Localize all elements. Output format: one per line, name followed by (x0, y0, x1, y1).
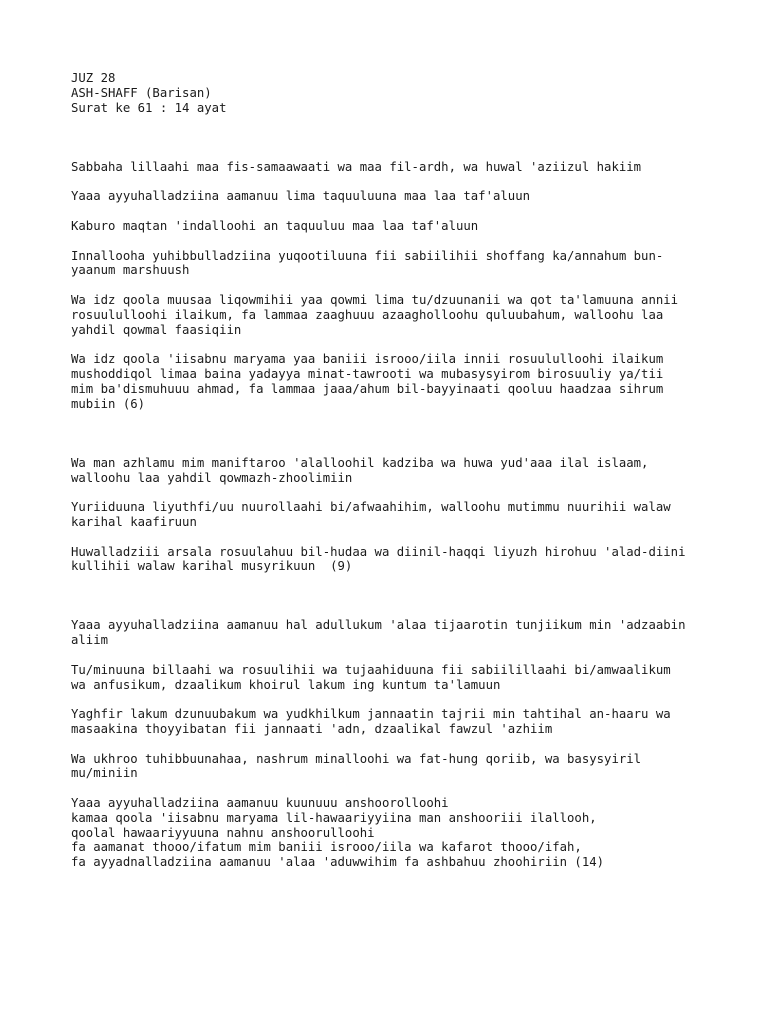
verse-paragraph (71, 500, 711, 530)
verse-line: wa anfusikum, dzaalikum khoirul lakum ing kuntum ta'lamuun (71, 677, 501, 692)
verse-line: karihal kaafiruun (71, 514, 197, 529)
verse-line: mu/miniin (71, 766, 138, 781)
verse-line: Yaaa ayyuhalladziina aamanuu hal adullukum 'alaa tijaarotin tunjiikum min 'adzaabin (71, 618, 686, 633)
verse-line: kamaa qoola 'iisabnu maryama lil-hawaariyyiina man anshooriii ilallooh, (71, 810, 597, 825)
surah-name: ASH-SHAFF (Barisan) (71, 85, 212, 100)
verse-line: mubiin (6) (71, 396, 146, 411)
verse-line: Wa ukhroo tuhibbuunahaa, nashrum minalloohi wa fat-hung qoriib, wa basysyiril (71, 751, 642, 766)
verse-line: Tu/minuuna billaahi wa rosuulihii wa tujaahiduuna fii sabiilillaahi bi/amwaalikum (71, 662, 671, 677)
verse-paragraph (71, 545, 711, 575)
verse-paragraph (71, 707, 711, 737)
verse-line: Wa idz qoola muusaa liqowmihii yaa qowmi lima tu/dzuunanii wa qot ta'lamuuna annii (71, 292, 679, 307)
verse-line: yaanum marshuush (71, 263, 190, 278)
verse-paragraph (71, 293, 711, 337)
verse-line: fa aamanat thooo/ifatum mim baniii isrooo/iila wa kafarot thooo/ifah, (71, 840, 582, 855)
verse-paragraph (71, 249, 711, 279)
verse-line: mim ba'dismuhuuu ahmad, fa lammaa jaaa/ahum bil-bayyinaati qooluu haadzaa sihrum (71, 381, 664, 396)
verse-line: masaakina thoyyibatan fii jannaati 'adn, dzaalikal fawzul 'azhiim (71, 722, 553, 737)
verse-line: Wa idz qoola 'iisabnu maryama yaa baniii isrooo/iila innii rosuulullоohi ilaikum (71, 352, 664, 367)
verse-line: Yaghfir lakum dzunuubakum wa yudkhilkum jannaatin tajrii min tahtihal an-haaru wa (71, 707, 671, 722)
verse-paragraph (71, 352, 711, 411)
juz-heading: JUZ 28 (71, 71, 116, 85)
verse-line: Yaaa ayyuhalladziina aamanuu lima taquuluuna maa laa taf'aluun (71, 189, 531, 204)
verse-line: walloohu laa yahdil qowmazh-zhoolimiin (71, 470, 353, 485)
verse-paragraph (71, 796, 711, 870)
verse-line: kullihii walaw karihal musyrikuun (9) (71, 559, 353, 574)
document-page (71, 71, 711, 870)
verse-line: Yaaa ayyuhalladziina aamanuu kuunuuu anshoorolloohi (71, 796, 449, 811)
verse-line: Huwalladziii arsala rosuulahuu bil-hudaa wa diinil-haqqi liyuzh hirohuu 'alad-diini (71, 544, 686, 559)
verse-paragraph (71, 663, 711, 693)
document-header (71, 71, 711, 115)
verse-line: Innallooha yuhibbulladziina yuqootiluuna fii sabiilihii shoffang ka/annahum bun- (71, 248, 664, 263)
verse-paragraph (71, 456, 711, 486)
verse-line: mushoddiqol limaa baina yadayya minat-tawrooti wa mubasysyirom birosuuliy ya/tii (71, 366, 664, 381)
verse-paragraph (71, 160, 711, 175)
verse-line: rosuulullоohi ilaikum, fa lammaa zaaghuuu azaagholloohu quluubahum, walloohu laa (71, 307, 664, 322)
verse-paragraph (71, 618, 711, 648)
verse-line: Wa man azhlamu mim maniftaroo 'alalloohil kadziba wa huwa yud'aaa ilal islaam, (71, 455, 649, 470)
verse-line: Sabbaha lillaahi maa fis-samaawaati wa maa fil-ardh, wa huwal 'aziizul hakiim (71, 159, 642, 174)
verse-paragraph (71, 189, 711, 204)
verse-line: qoolal hawaariyyuuna nahnu anshoorulloohi (71, 825, 375, 840)
verse-paragraph (71, 752, 711, 782)
surah-info: Surat ke 61 : 14 ayat (71, 100, 227, 115)
verse-line: aliim (71, 633, 109, 648)
verse-line: fa ayyadnalladziina aamanuu 'alaa 'aduwwihim fa ashbahuu zhoohiriin (14) (71, 855, 605, 870)
verse-paragraph (71, 219, 711, 234)
verse-line: Kaburo maqtan 'indalloohi an taquuluu maa laa taf'aluun (71, 218, 479, 233)
verse-line: yahdil qowmal faasiqiin (71, 322, 242, 337)
verse-line: Yuriiduuna liyuthfi/uu nuurollaahi bi/afwaahihim, walloohu mutimmu nuurihii walaw (71, 500, 671, 515)
